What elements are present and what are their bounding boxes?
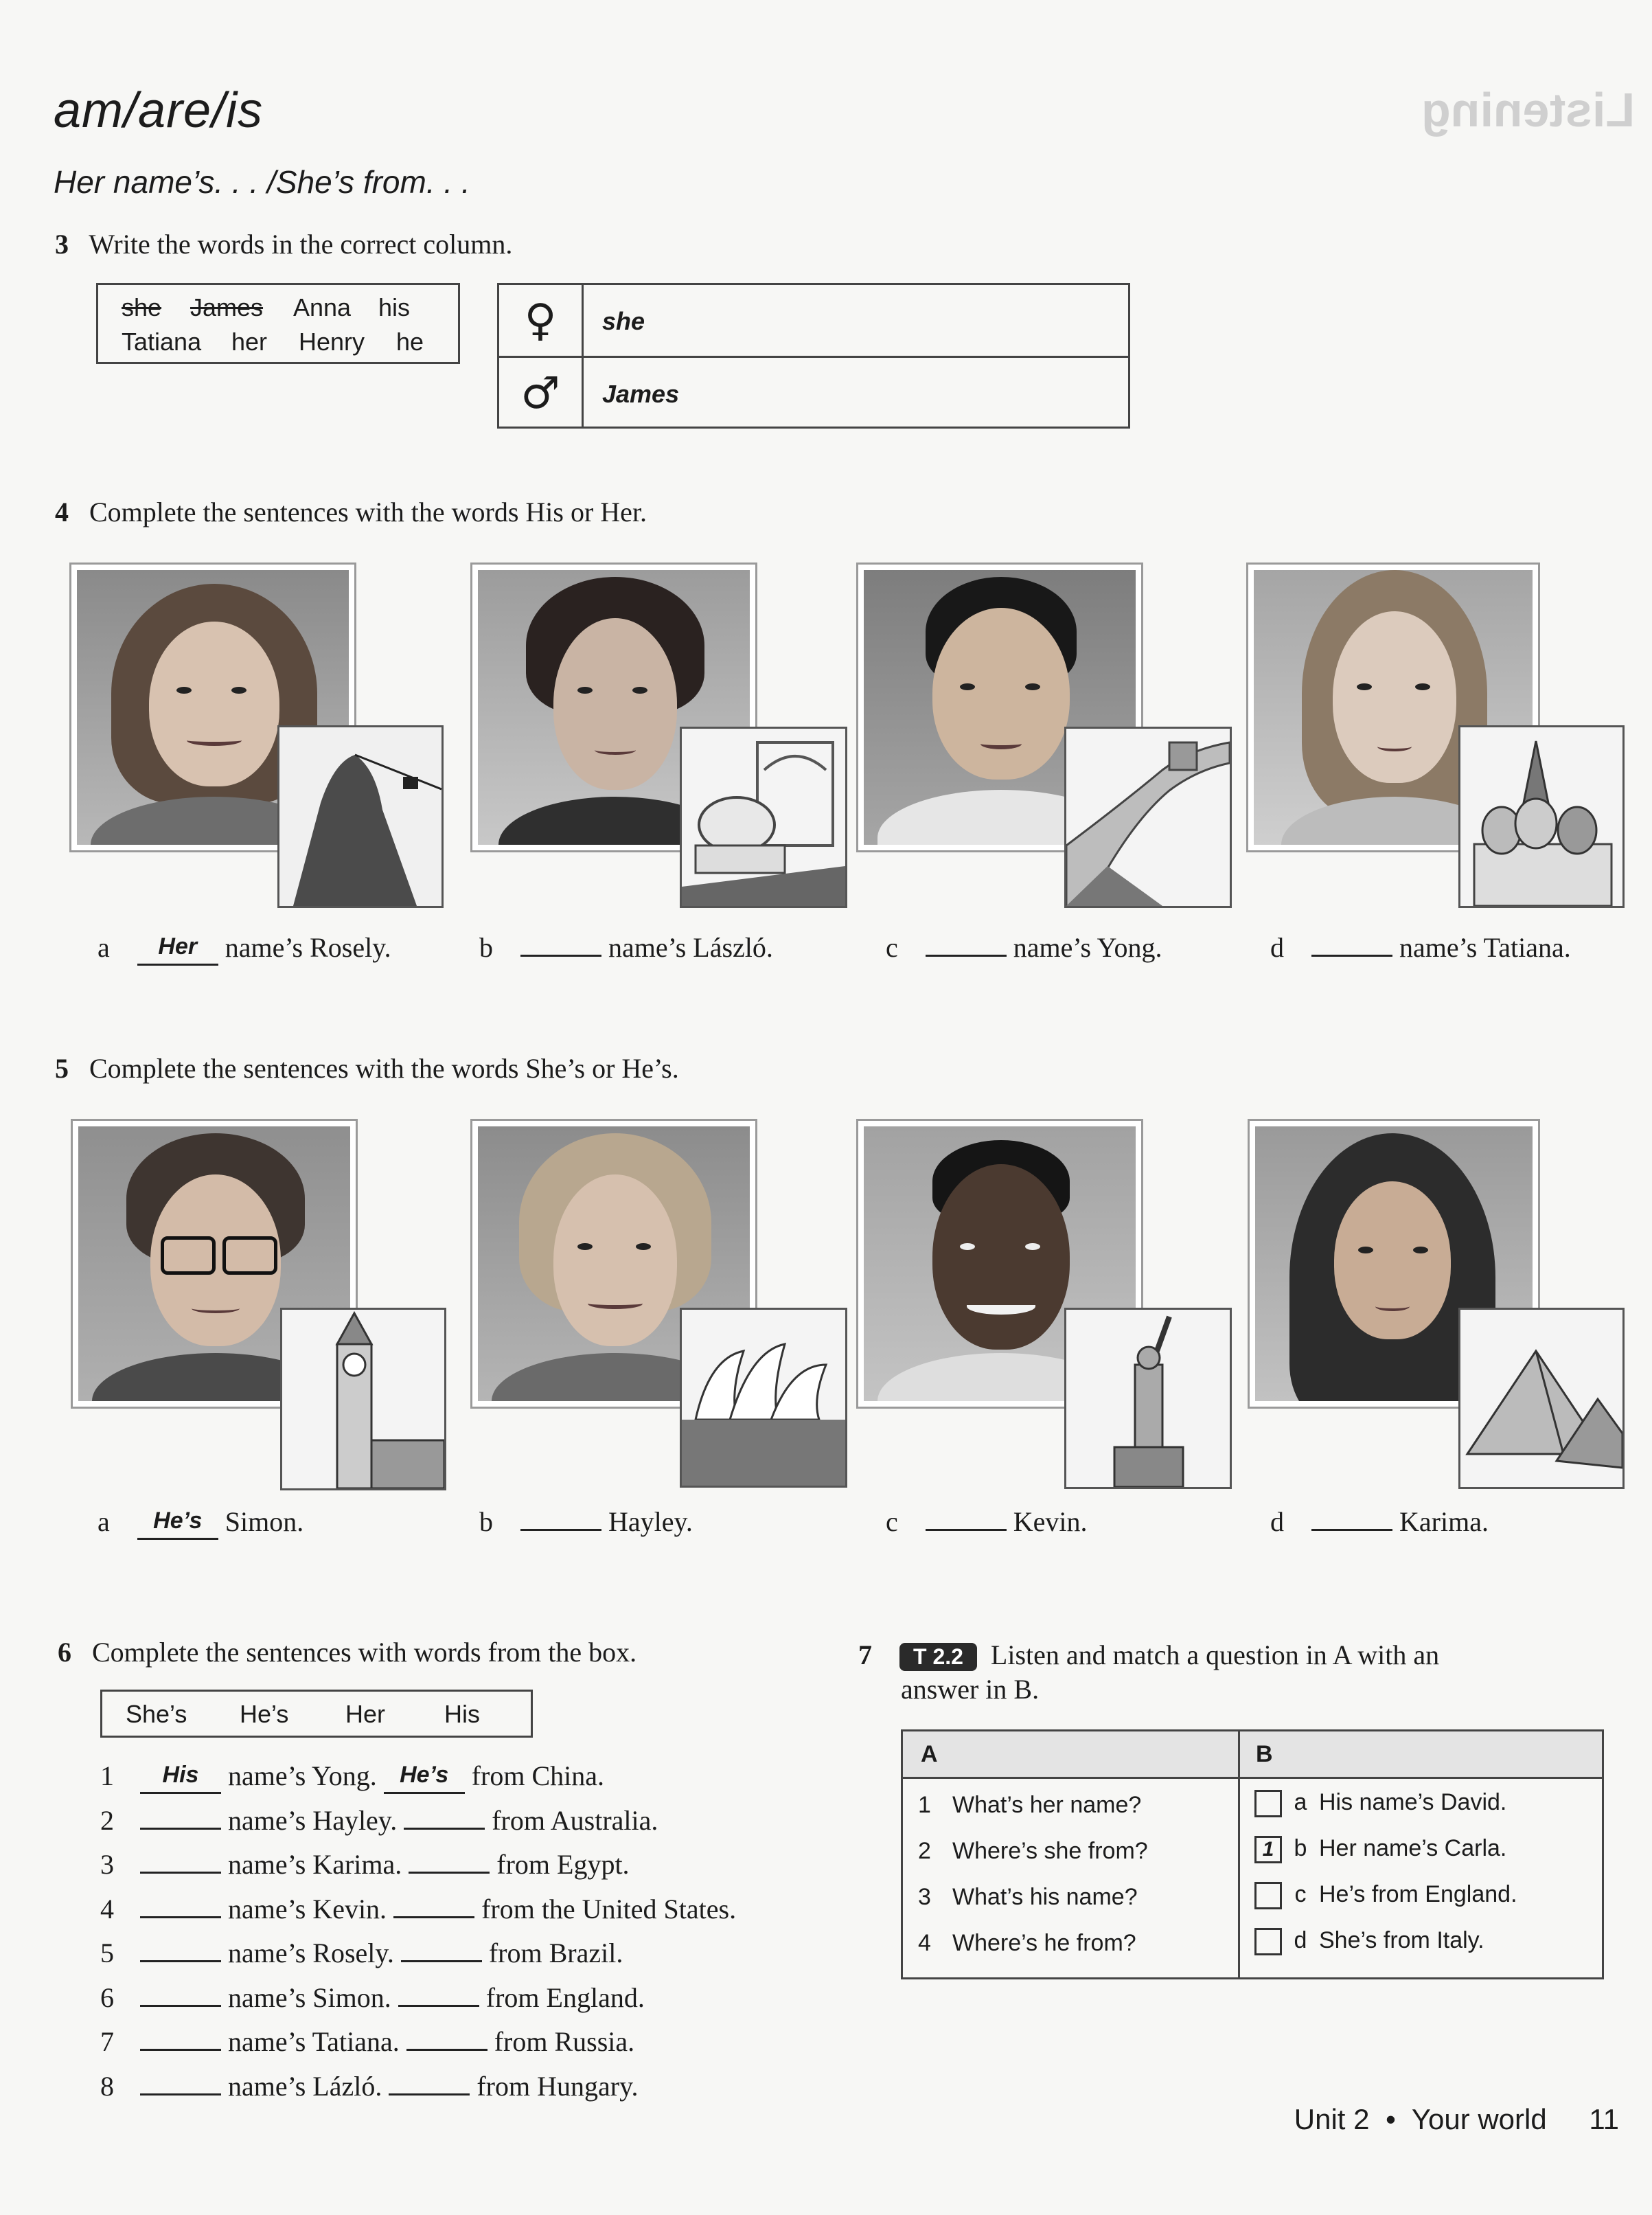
answer-item: a His name’s David. xyxy=(1254,1789,1506,1817)
line-text: name’s Karima. xyxy=(228,1849,402,1880)
ex4-item-c: c name’s Yong. xyxy=(886,932,1162,963)
exercise-instruction: Write the words in the correct column. xyxy=(89,229,513,260)
line-text: from the United States. xyxy=(481,1893,737,1924)
word: He’s xyxy=(240,1700,289,1728)
ex5-item-c: c Kevin. xyxy=(886,1506,1088,1537)
match-checkbox[interactable]: 1 xyxy=(1254,1836,1282,1863)
exercise-number: 5 xyxy=(55,1053,69,1084)
word-struck: she xyxy=(122,293,162,321)
answer-blank[interactable] xyxy=(393,1916,474,1918)
ex4-item-a: a Her name’s Rosely. xyxy=(97,931,391,966)
exercise-instruction: Complete the sentences with the words His or Her. xyxy=(89,497,647,527)
line-text: from Egypt. xyxy=(496,1849,630,1880)
answer-item: d She’s from Italy. xyxy=(1254,1927,1484,1955)
answer-blank[interactable] xyxy=(406,2049,487,2051)
answer-blank[interactable] xyxy=(520,1529,601,1531)
line-number: 6 xyxy=(100,1981,114,2013)
answer-blank[interactable] xyxy=(404,1828,485,1830)
exercise-3-heading xyxy=(55,228,512,260)
word: his xyxy=(378,293,411,321)
pyramids-icon xyxy=(1458,1308,1625,1489)
exercise-number: 6 xyxy=(58,1637,71,1668)
answer-blank[interactable] xyxy=(389,2093,470,2095)
exercise-5-heading xyxy=(55,1052,679,1084)
ex6-line xyxy=(100,1804,658,1837)
answer-blank[interactable] xyxy=(140,1960,221,1962)
line-number: 2 xyxy=(100,1804,114,1836)
sydney-opera-house-icon xyxy=(680,1308,847,1488)
ex6-line xyxy=(100,1937,623,1969)
word: her xyxy=(231,328,268,356)
line-number: 8 xyxy=(100,2070,114,2102)
great-wall-icon xyxy=(1064,727,1232,908)
ex5-item-d: d Karima. xyxy=(1270,1506,1489,1537)
ex4-item-d: d name’s Tatiana. xyxy=(1270,932,1571,963)
female-column-entry[interactable]: she xyxy=(602,307,645,335)
answer-blank[interactable] xyxy=(140,1828,221,1830)
ex6-line xyxy=(100,1981,645,2014)
line-number: 1 xyxy=(100,1760,114,1791)
column-a-header: A xyxy=(921,1741,938,1767)
male-column-entry[interactable]: James xyxy=(602,380,680,408)
chain-bridge-lion-icon xyxy=(680,727,847,908)
line-number: 4 xyxy=(100,1893,114,1924)
word-box xyxy=(96,283,460,364)
ex4-item-b: b name’s László. xyxy=(479,932,773,963)
word: She’s xyxy=(126,1700,187,1728)
word: Anna xyxy=(293,293,352,321)
line-text: from Hungary. xyxy=(477,2070,639,2102)
ex6-line xyxy=(100,2070,638,2102)
unit-title: Your world xyxy=(1411,2103,1547,2135)
answer-blank[interactable] xyxy=(140,1916,221,1918)
column-b-header: B xyxy=(1256,1741,1273,1767)
line-text: name’s Hayley. xyxy=(228,1804,398,1836)
answer-blank[interactable] xyxy=(409,1872,490,1874)
exercise-7-heading xyxy=(858,1639,1439,1671)
answer-blank[interactable]: He’s xyxy=(384,1760,465,1794)
answer-blank[interactable] xyxy=(1311,955,1392,957)
word: Tatiana xyxy=(122,328,202,356)
exercise-number: 3 xyxy=(55,229,69,260)
ex6-line xyxy=(100,1760,604,1794)
exercise-instruction-cont: answer in B. xyxy=(901,1674,1040,1705)
bullet: • xyxy=(1386,2103,1396,2135)
page-subtitle: Her name’s. . . /She’s from. . . xyxy=(54,164,470,200)
ex6-line xyxy=(100,2025,634,2058)
match-checkbox[interactable] xyxy=(1254,1882,1282,1909)
question-item: 2 Where’s she from? xyxy=(918,1838,1148,1864)
unit-label: Unit 2 xyxy=(1294,2103,1370,2135)
word: he xyxy=(396,328,424,356)
exercise-4-heading xyxy=(55,496,647,528)
word: Her xyxy=(345,1700,386,1728)
exercise-6-heading xyxy=(58,1636,636,1668)
answer-blank[interactable] xyxy=(520,955,601,957)
st-basils-cathedral-icon xyxy=(1458,725,1625,908)
answer-blank[interactable] xyxy=(401,1960,482,1962)
answer-blank[interactable] xyxy=(398,2005,479,2007)
statue-of-liberty-icon xyxy=(1064,1308,1232,1489)
answer-item: c He’s from England. xyxy=(1254,1881,1517,1909)
line-number: 7 xyxy=(100,2026,114,2057)
answer-blank[interactable] xyxy=(140,2005,221,2007)
female-icon: ♀ xyxy=(499,285,584,356)
ex6-line xyxy=(100,1848,630,1881)
word: Henry xyxy=(299,328,365,356)
line-text: from Russia. xyxy=(494,2026,635,2057)
line-number: 3 xyxy=(100,1849,114,1880)
answer-item: 1 b Her name’s Carla. xyxy=(1254,1835,1506,1863)
ex6-line xyxy=(100,1893,736,1925)
answer-blank[interactable] xyxy=(140,2049,221,2051)
answer-blank[interactable] xyxy=(926,1529,1007,1531)
line-text: from Australia. xyxy=(492,1804,658,1836)
line-text: from England. xyxy=(485,1981,645,2013)
line-text: name’s Rosely. xyxy=(228,1938,394,1968)
word-struck: James xyxy=(190,293,264,321)
gender-table xyxy=(497,283,1130,429)
answer-blank[interactable] xyxy=(140,1872,221,1874)
male-icon: ♂ xyxy=(499,358,584,429)
page-title: am/are/is xyxy=(54,83,264,138)
ex5-item-b: b Hayley. xyxy=(479,1506,693,1537)
exercise-instruction: Listen and match a question in A with an xyxy=(990,1639,1440,1670)
exercise-instruction: Complete the sentences with the words She’s or He’s. xyxy=(89,1053,679,1084)
question-item: 3 What’s his name? xyxy=(918,1884,1138,1910)
matching-table xyxy=(901,1729,1604,1979)
question-item: 1 What’s her name? xyxy=(918,1792,1142,1818)
line-text: name’s Yong. xyxy=(228,1760,377,1791)
exercise-number: 4 xyxy=(55,497,69,527)
answer-blank[interactable]: He’s xyxy=(137,1506,218,1540)
exercise-instruction: Complete the sentences with words from the box. xyxy=(92,1637,637,1668)
match-checkbox[interactable] xyxy=(1254,1928,1282,1955)
line-number: 5 xyxy=(100,1938,114,1968)
word-box xyxy=(100,1690,533,1738)
match-checkbox[interactable] xyxy=(1254,1790,1282,1817)
answer-blank[interactable] xyxy=(1311,1529,1392,1531)
question-item: 4 Where’s he from? xyxy=(918,1930,1136,1956)
line-text: name’s Tatiana. xyxy=(228,2026,400,2057)
line-text: from China. xyxy=(471,1760,605,1791)
answer-blank[interactable] xyxy=(140,2093,221,2095)
exercise-number: 7 xyxy=(858,1639,872,1670)
ex5-item-a: a He’s Simon. xyxy=(97,1506,303,1540)
word: His xyxy=(444,1700,480,1728)
page-footer xyxy=(1294,2103,1619,2136)
bleed-through-text: Listening xyxy=(1421,83,1636,137)
line-text: from Brazil. xyxy=(488,1938,623,1968)
big-ben-icon xyxy=(280,1308,446,1490)
audio-track-badge[interactable]: T 2.2 xyxy=(899,1643,977,1671)
line-text: name’s Simon. xyxy=(228,1981,391,2013)
answer-blank[interactable] xyxy=(926,955,1007,957)
line-text: name’s Lázló. xyxy=(228,2070,382,2102)
sugarloaf-mountain-icon xyxy=(277,725,444,908)
answer-blank[interactable]: Her xyxy=(137,931,218,966)
answer-blank[interactable]: His xyxy=(140,1760,221,1794)
line-text: name’s Kevin. xyxy=(228,1893,387,1924)
page-number: 11 xyxy=(1589,2103,1619,2135)
